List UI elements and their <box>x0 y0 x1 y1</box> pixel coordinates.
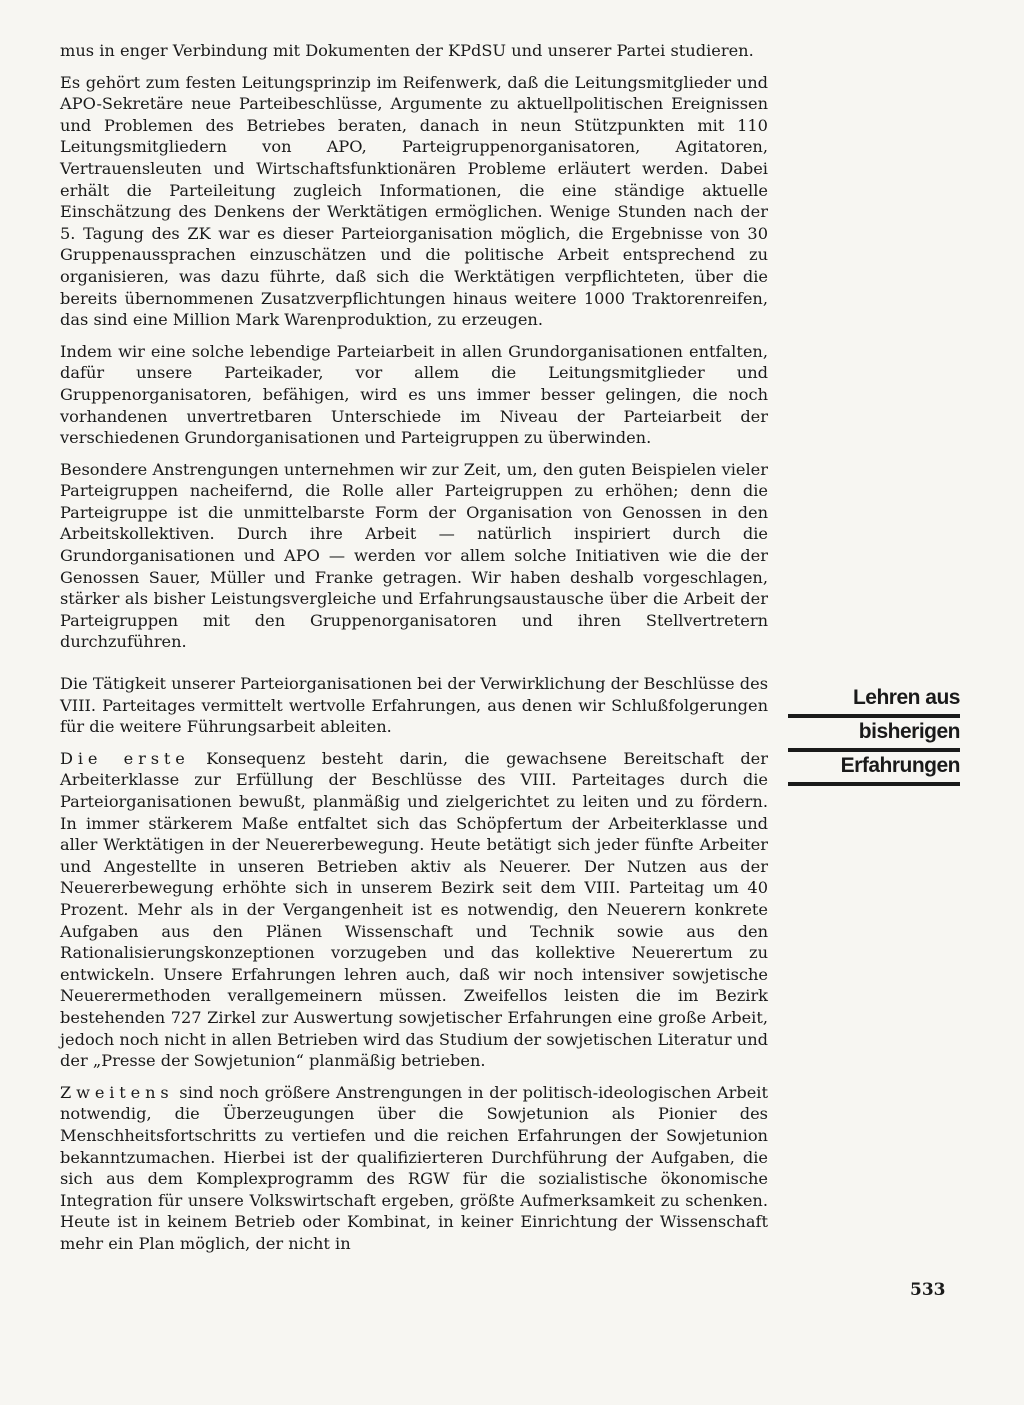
page-number: 533 <box>910 1280 946 1300</box>
paragraph-6 <box>60 748 768 1072</box>
margin-heading <box>788 684 960 786</box>
paragraph-3: Indem wir eine solche lebendige Parteiarbeit in allen Grundorganisationen entfalten, dafür unsere Parteikader, vor allem die Leitungsmitglieder und Gruppenorganisatoren, befähigen, wird es uns immer besser gelingen, die noch vorhandenen unvertretbaren Unterschiede im Niveau der Parteiarbeit der verschiedenen Grundorganisationen und Parteigruppen zu überwinden. <box>60 341 768 448</box>
margin-heading-line-3: Erfahrungen <box>788 752 960 786</box>
paragraph-1: mus in enger Verbindung mit Dokumenten der KPdSU und unserer Partei studieren. <box>60 41 754 60</box>
paragraph-6-lead: Die erste <box>60 748 190 768</box>
main-text-column <box>60 40 768 1264</box>
margin-heading-line-1: Lehren aus <box>788 684 960 718</box>
margin-heading-line-2: bisherigen <box>788 718 960 752</box>
paragraph-7-lead: Zweitens <box>60 1082 174 1102</box>
paragraph-5: Die Tätigkeit unserer Parteiorganisationen bei der Verwirklichung der Beschlüsse des VIII. Parteitages vermittelt wertvolle Erfahrungen, aus denen wir Schlußfolgerungen für die weitere Führungsarbeit ableiten. <box>60 674 768 737</box>
paragraph-6-text: Konsequenz besteht darin, die gewachsene Bereitschaft der Arbeiterklasse zur Erfüllung der Beschlüsse des VIII. Parteitages durch die Parteiorganisationen bewußt, planmäßig und zielgerichtet zu leiten und zu fördern. In immer stärkerem Maße entfaltet sich das Schöpfertum der Arbeiterklasse und aller Werktätigen in der Neuererbewegung. Heute betätigt sich jeder fünfte Arbeiter und Angestellte in unseren Betrieben aktiv als Neuerer. Der Nutzen aus der Neuererbewegung erhöhte sich in unserem Bezirk seit dem VIII. Parteitag um 40 Prozent. Mehr als in der Vergangenheit ist es notwendig, den Neuerern konkrete Aufgaben aus den Plänen Wissenschaft und Technik sowie aus den Rationalisierungskonzeptionen vorzugeben und das kollektive Neuerertum zu entwickeln. Unsere Erfahrungen lehren auch, daß wir noch intensiver sowjetische Neuerermethoden verallgemeinern müssen. Zweifellos leisten die im Bezirk bestehenden 727 Zirkel zur Auswertung sowjetischer Erfahrungen eine große Arbeit, jedoch noch nicht in allen Betrieben wird das Studium der sowjetischen Literatur und der „Presse der Sowjetunion“ planmäßig betrieben. <box>60 748 768 1071</box>
paragraph-4: Besondere Anstrengungen unternehmen wir zur Zeit, um, den guten Beispielen vieler Parteigruppen nacheifernd, die Rolle aller Parteigruppen zu erhöhen; denn die Parteigruppe ist die unmittelbarste Form der Organisation von Genossen in den Arbeitskollektiven. Durch ihre Arbeit — natürlich inspiriert durch die Grundorganisationen und APO — werden vor allem solche Initiativen wie die der Genossen Sauer, Müller und Franke getragen. Wir haben deshalb vorgeschlagen, stärker als bisher Leistungsvergleiche und Erfahrungsaustausche über die Arbeit der Parteigruppen mit den Gruppenorganisatoren und ihren Stellvertretern durchzuführen. <box>60 459 768 652</box>
paragraph-7 <box>60 1082 768 1255</box>
paragraph-2: Es gehört zum festen Leitungsprinzip im Reifenwerk, daß die Leitungsmitglieder und APO-Sekretäre neue Parteibeschlüsse, Argumente zu aktuellpolitischen Ereignissen und Problemen des Betriebes beraten, danach in neun Stützpunkten mit 110 Leitungsmitgliedern von APO, Parteigruppenorganisatoren, Agitatoren, Vertrauensleuten und Wirtschaftsfunktionären Probleme erläutert werden. Dabei erhält die Parteileitung zugleich Informationen, die eine ständige aktuelle Einschätzung des Denkens der Werktätigen ermöglichen. Wenige Stunden nach der 5. Tagung des ZK war es dieser Parteiorganisation möglich, die Ergebnisse von 30 Gruppenaussprachen einzuschätzen und die politische Arbeit entsprechend zu organisieren, was dazu führte, daß sich die Werktätigen verpflichteten, über die bereits übernommenen Zusatzverpflichtungen hinaus weitere 1000 Traktorenreifen, das sind eine Million Mark Warenproduktion, zu erzeugen. <box>60 72 768 330</box>
paragraph-7-text: sind noch größere Anstrengungen in der politisch-ideologischen Arbeit notwendig, die Überzeugungen über die Sowjetunion als Pionier des Menschheitsfortschritts zu vertiefen und die reichen Erfahrungen der Sowjetunion bekanntzumachen. Hierbei ist der qualifizierteren Durchführung der Aufgaben, die sich aus dem Komplexprogramm des RGW für die sozialistische ökonomische Integration für unsere Volkswirtschaft ergeben, größte Aufmerksamkeit zu schenken. Heute ist in keinem Betrieb oder Kombinat, in keiner Einrichtung der Wissenschaft mehr ein Plan möglich, der nicht in <box>60 1082 768 1253</box>
